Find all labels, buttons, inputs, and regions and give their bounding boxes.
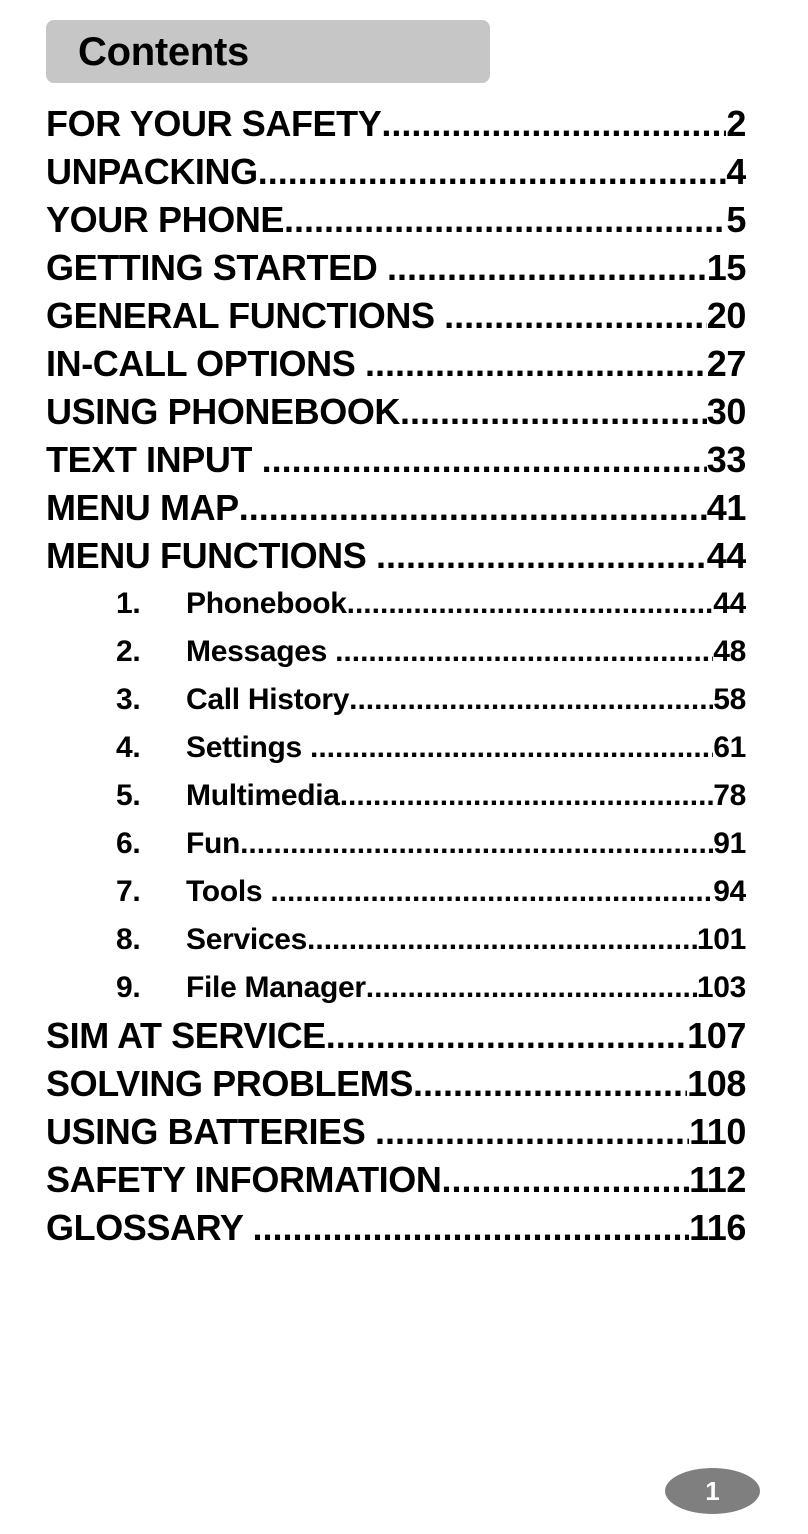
toc-entry-page: 41	[706, 487, 746, 528]
toc-entry[interactable]	[46, 388, 746, 436]
toc-entry[interactable]	[46, 772, 746, 820]
toc-entry-page: 78	[713, 779, 746, 812]
toc-dot-leader	[365, 340, 707, 388]
toc-dot-leader	[375, 1108, 689, 1156]
toc-entry[interactable]	[46, 628, 746, 676]
toc-entry-page: 15	[706, 247, 746, 288]
toc-dot-leader	[347, 580, 714, 628]
toc-entry-page: 20	[706, 295, 746, 336]
toc-dot-leader	[444, 292, 707, 340]
toc-entry[interactable]	[46, 436, 746, 484]
toc-entry-page: 116	[689, 1207, 746, 1248]
toc-entry[interactable]	[46, 724, 746, 772]
toc-entry-page: 44	[706, 535, 746, 576]
toc-entry[interactable]	[46, 1156, 746, 1204]
toc-dot-leader	[307, 916, 697, 964]
toc-entry[interactable]	[46, 1012, 746, 1060]
toc-entry-number: 9.	[116, 971, 141, 1004]
toc-dot-leader	[310, 724, 713, 772]
toc-entry-label: Settings	[186, 731, 310, 764]
toc-entry-label: SOLVING PROBLEMS	[46, 1063, 413, 1104]
toc-entry-page: 110	[689, 1111, 746, 1152]
toc-entry-number: 6.	[116, 827, 141, 860]
toc-entry-label: MENU MAP	[46, 487, 239, 528]
toc-entry-page: 33	[706, 439, 746, 480]
toc-entry-page: 5	[726, 199, 746, 240]
toc-entry-label: Phonebook	[186, 587, 347, 620]
toc-entry-page: 48	[713, 635, 746, 668]
toc-dot-leader	[284, 196, 726, 244]
toc-entry-label: TEXT INPUT	[46, 439, 262, 480]
toc-entry-page: 27	[706, 343, 746, 384]
toc-dot-leader	[349, 676, 713, 724]
toc-entry[interactable]	[46, 100, 746, 148]
toc-entry-label: IN-CALL OPTIONS	[46, 343, 365, 384]
toc-entry-label: USING BATTERIES	[46, 1111, 375, 1152]
toc-dot-leader	[258, 148, 727, 196]
toc-entry-label: GETTING STARTED	[46, 247, 387, 288]
toc-entry-page: 108	[687, 1063, 746, 1104]
toc-entry-label: FOR YOUR SAFETY	[46, 103, 382, 144]
toc-dot-leader	[262, 436, 707, 484]
toc-dot-leader	[326, 1012, 687, 1060]
toc-entry-number: 5.	[116, 779, 141, 812]
toc-entry-number: 8.	[116, 923, 141, 956]
toc-entry-number: 2.	[116, 635, 141, 668]
toc-entry-label: Multimedia	[186, 779, 340, 812]
toc-entry[interactable]	[46, 484, 746, 532]
toc-entry[interactable]	[46, 964, 746, 1012]
toc-entry-page: 101	[696, 923, 746, 956]
toc-entry-label: File Manager	[186, 971, 366, 1004]
toc-entry-label: YOUR PHONE	[46, 199, 285, 240]
toc-entry-page: 112	[689, 1159, 746, 1200]
toc-entry-number: 4.	[116, 731, 141, 764]
toc-entry-label: Call History	[186, 683, 350, 716]
toc-entry-label: Fun	[186, 827, 241, 860]
toc-dot-leader	[335, 628, 713, 676]
contents-header	[46, 20, 490, 83]
toc-entry[interactable]	[46, 340, 746, 388]
toc-entry-label: MENU FUNCTIONS	[46, 535, 376, 576]
toc-entry[interactable]	[46, 1060, 746, 1108]
toc-dot-leader	[376, 532, 707, 580]
toc-dot-leader	[400, 388, 707, 436]
toc-entry[interactable]	[46, 820, 746, 868]
toc-entry-label: GLOSSARY	[46, 1207, 253, 1248]
toc-dot-leader	[387, 244, 707, 292]
toc-dot-leader	[413, 1060, 687, 1108]
page-title: Contents	[78, 30, 249, 74]
toc-dot-leader	[240, 820, 713, 868]
toc-entry-label: Services	[186, 923, 308, 956]
toc-entry-page: 4	[726, 151, 746, 192]
toc-dot-leader	[381, 100, 726, 148]
toc-dot-leader	[252, 1204, 689, 1252]
toc-entry-label: Messages	[186, 635, 336, 668]
toc-entry-page: 58	[713, 683, 746, 716]
toc-entry-label: UNPACKING	[46, 151, 258, 192]
toc-entry[interactable]	[46, 580, 746, 628]
toc-entry[interactable]	[46, 292, 746, 340]
toc-dot-leader	[239, 484, 707, 532]
toc-entry[interactable]	[46, 1204, 746, 1252]
toc-entry-number: 7.	[116, 875, 141, 908]
toc-entry[interactable]	[46, 196, 746, 244]
page-number-badge: 1	[665, 1468, 760, 1514]
toc-entry-number: 3.	[116, 683, 141, 716]
toc-entry-page: 103	[696, 971, 746, 1004]
toc-entry[interactable]	[46, 244, 746, 292]
toc-entry-label: USING PHONEBOOK	[46, 391, 401, 432]
toc-entry-label: Tools	[186, 875, 271, 908]
toc-entry-page: 91	[713, 827, 746, 860]
toc-dot-leader	[366, 964, 697, 1012]
toc-entry-page: 44	[713, 587, 746, 620]
toc-entry-page: 107	[687, 1015, 746, 1056]
toc-dot-leader	[441, 1156, 689, 1204]
toc-entry[interactable]	[46, 1108, 746, 1156]
table-of-contents	[46, 100, 746, 1252]
toc-dot-leader	[340, 772, 714, 820]
toc-entry-label: GENERAL FUNCTIONS	[46, 295, 445, 336]
toc-entry[interactable]	[46, 532, 746, 580]
toc-entry[interactable]	[46, 916, 746, 964]
toc-dot-leader	[270, 868, 713, 916]
toc-entry-page: 61	[713, 731, 746, 764]
toc-entry-number: 1.	[116, 587, 141, 620]
toc-entry-label: SIM AT SERVICE	[46, 1015, 326, 1056]
toc-entry-page: 94	[713, 875, 746, 908]
toc-entry[interactable]	[46, 868, 746, 916]
toc-entry-page: 30	[706, 391, 746, 432]
toc-entry-page: 2	[726, 103, 746, 144]
toc-entry[interactable]	[46, 676, 746, 724]
toc-entry-label: SAFETY INFORMATION	[46, 1159, 442, 1200]
toc-entry[interactable]	[46, 148, 746, 196]
